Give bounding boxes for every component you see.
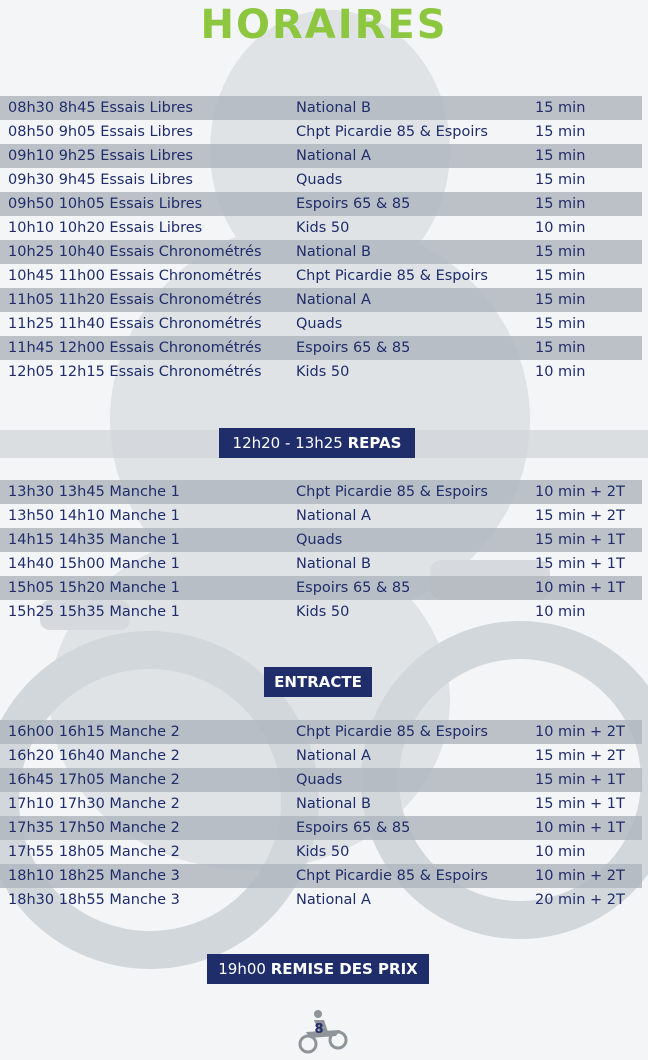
time-cell	[8, 360, 262, 384]
time-cell	[8, 480, 180, 504]
duration-cell: 10 min	[535, 604, 586, 620]
time-cell	[8, 792, 180, 816]
duration-cell: 10 min	[535, 844, 586, 860]
time-range: 11h45 12h00	[8, 340, 105, 356]
table-row	[0, 144, 642, 168]
lunch-banner	[219, 428, 415, 458]
event-name: Essais Chronométrés	[109, 268, 262, 284]
event-name: Manche 1	[109, 508, 180, 524]
time-range: 13h30 13h45	[8, 484, 105, 500]
table-row	[0, 192, 642, 216]
event-name: Essais Libres	[100, 172, 193, 188]
duration-cell: 15 min + 2T	[535, 748, 625, 764]
table-row	[0, 264, 642, 288]
table-row	[0, 288, 642, 312]
table-row	[0, 720, 642, 744]
duration-cell: 10 min + 1T	[535, 580, 625, 596]
duration-cell: 15 min + 1T	[535, 772, 625, 788]
category-cell: National A	[296, 748, 371, 764]
duration-cell: 20 min + 2T	[535, 892, 625, 908]
duration-cell: 10 min + 1T	[535, 820, 625, 836]
category-cell: Chpt Picardie 85 & Espoirs	[296, 268, 488, 284]
duration-cell: 15 min	[535, 100, 586, 116]
category-cell: National A	[296, 148, 371, 164]
table-row	[0, 312, 642, 336]
category-cell: Espoirs 65 & 85	[296, 196, 411, 212]
time-range: 16h00 16h15	[8, 724, 105, 740]
duration-cell: 10 min	[535, 364, 586, 380]
time-cell	[8, 576, 180, 600]
table-row	[0, 864, 642, 888]
table-row	[0, 168, 642, 192]
event-name: Manche 1	[109, 604, 180, 620]
duration-cell: 15 min	[535, 196, 586, 212]
intermission-label: ENTRACTE	[274, 673, 362, 691]
table-row	[0, 792, 642, 816]
schedule-table-race-1	[0, 480, 648, 624]
category-cell: Kids 50	[296, 220, 350, 236]
awards-banner	[207, 954, 429, 984]
time-cell	[8, 168, 193, 192]
time-range: 11h05 11h20	[8, 292, 105, 308]
duration-cell: 15 min + 2T	[535, 508, 625, 524]
category-cell: Quads	[296, 532, 343, 548]
time-range: 09h30 9h45	[8, 172, 96, 188]
lunch-label: REPAS	[347, 434, 402, 452]
event-name: Manche 3	[109, 868, 180, 884]
table-row	[0, 360, 642, 384]
event-name: Manche 1	[109, 580, 180, 596]
time-range: 18h10 18h25	[8, 868, 105, 884]
time-cell	[8, 552, 180, 576]
duration-cell: 15 min + 1T	[535, 556, 625, 572]
category-cell: Chpt Picardie 85 & Espoirs	[296, 484, 488, 500]
table-row	[0, 504, 642, 528]
event-name: Essais Libres	[109, 220, 203, 236]
time-range: 16h45 17h05	[8, 772, 105, 788]
time-range: 09h10 9h25	[8, 148, 96, 164]
table-row	[0, 576, 642, 600]
event-name: Essais Libres	[100, 124, 193, 140]
duration-cell: 15 min	[535, 292, 586, 308]
category-cell: Chpt Picardie 85 & Espoirs	[296, 124, 488, 140]
event-name: Manche 2	[109, 796, 180, 812]
table-row	[0, 888, 642, 912]
category-cell: Chpt Picardie 85 & Espoirs	[296, 724, 488, 740]
time-cell	[8, 768, 180, 792]
category-cell: Quads	[296, 772, 343, 788]
time-cell	[8, 840, 180, 864]
category-cell: National B	[296, 796, 371, 812]
duration-cell: 10 min + 2T	[535, 724, 625, 740]
time-range: 14h15 14h35	[8, 532, 105, 548]
time-cell	[8, 192, 202, 216]
time-cell	[8, 240, 262, 264]
time-range: 11h25 11h40	[8, 316, 105, 332]
time-cell	[8, 216, 202, 240]
event-name: Manche 1	[109, 532, 180, 548]
time-cell	[8, 144, 193, 168]
duration-cell: 15 min	[535, 244, 586, 260]
time-cell	[8, 120, 193, 144]
time-range: 15h05 15h20	[8, 580, 105, 596]
category-cell: Kids 50	[296, 844, 350, 860]
time-range: 09h50 10h05	[8, 196, 105, 212]
category-cell: National B	[296, 556, 371, 572]
time-range: 15h25 15h35	[8, 604, 105, 620]
duration-cell: 15 min + 1T	[535, 532, 625, 548]
time-range: 17h10 17h30	[8, 796, 105, 812]
event-name: Manche 3	[109, 892, 180, 908]
table-row	[0, 816, 642, 840]
event-name: Manche 2	[109, 844, 180, 860]
event-name: Essais Chronométrés	[109, 244, 262, 260]
time-cell	[8, 528, 180, 552]
event-name: Manche 1	[109, 556, 180, 572]
time-range: 08h30 8h45	[8, 100, 96, 116]
event-name: Manche 2	[109, 748, 180, 764]
duration-cell: 15 min	[535, 172, 586, 188]
time-cell	[8, 336, 262, 360]
time-range: 12h05 12h15	[8, 364, 105, 380]
duration-cell: 15 min + 1T	[535, 796, 625, 812]
table-row	[0, 480, 642, 504]
category-cell: Kids 50	[296, 604, 350, 620]
time-cell	[8, 96, 193, 120]
category-cell: Chpt Picardie 85 & Espoirs	[296, 868, 488, 884]
event-name: Essais Libres	[100, 148, 193, 164]
time-cell	[8, 864, 180, 888]
lunch-time: 12h20 - 13h25	[232, 434, 343, 452]
time-range: 13h50 14h10	[8, 508, 105, 524]
event-name: Essais Chronométrés	[109, 364, 262, 380]
table-row	[0, 840, 642, 864]
table-row	[0, 96, 642, 120]
page-number: 8	[314, 1022, 324, 1037]
time-range: 17h55 18h05	[8, 844, 105, 860]
duration-cell: 10 min + 2T	[535, 868, 625, 884]
table-row	[0, 336, 642, 360]
event-name: Essais Chronométrés	[109, 316, 262, 332]
time-cell	[8, 264, 262, 288]
time-cell	[8, 288, 262, 312]
table-row	[0, 600, 642, 624]
category-cell: National A	[296, 292, 371, 308]
category-cell: Quads	[296, 316, 343, 332]
schedule-table-practice	[0, 96, 648, 384]
event-name: Manche 2	[109, 772, 180, 788]
category-cell: National B	[296, 100, 371, 116]
duration-cell: 10 min + 2T	[535, 484, 625, 500]
category-cell: Espoirs 65 & 85	[296, 580, 411, 596]
table-row	[0, 216, 642, 240]
time-range: 10h10 10h20	[8, 220, 105, 236]
duration-cell: 10 min	[535, 220, 586, 236]
time-cell	[8, 720, 180, 744]
category-cell: National A	[296, 508, 371, 524]
table-row	[0, 768, 642, 792]
time-cell	[8, 744, 180, 768]
table-row	[0, 744, 642, 768]
awards-label: REMISE DES PRIX	[270, 960, 418, 978]
time-range: 08h50 9h05	[8, 124, 96, 140]
event-name: Manche 2	[109, 820, 180, 836]
time-cell	[8, 888, 180, 912]
event-name: Manche 2	[109, 724, 180, 740]
time-range: 16h20 16h40	[8, 748, 105, 764]
category-cell: National A	[296, 892, 371, 908]
event-name: Essais Chronométrés	[109, 292, 262, 308]
category-cell: Quads	[296, 172, 343, 188]
category-cell: Espoirs 65 & 85	[296, 820, 411, 836]
time-cell	[8, 600, 180, 624]
category-cell: Espoirs 65 & 85	[296, 340, 411, 356]
table-row	[0, 120, 642, 144]
duration-cell: 15 min	[535, 148, 586, 164]
time-range: 14h40 15h00	[8, 556, 105, 572]
time-range: 10h45 11h00	[8, 268, 105, 284]
duration-cell: 15 min	[535, 340, 586, 356]
time-range: 18h30 18h55	[8, 892, 105, 908]
category-cell: National B	[296, 244, 371, 260]
event-name: Essais Libres	[109, 196, 203, 212]
intermission-banner	[264, 667, 372, 697]
time-range: 10h25 10h40	[8, 244, 105, 260]
event-name: Manche 1	[109, 484, 180, 500]
awards-time: 19h00	[218, 960, 266, 978]
duration-cell: 15 min	[535, 316, 586, 332]
time-cell	[8, 312, 262, 336]
duration-cell: 15 min	[535, 124, 586, 140]
category-cell: Kids 50	[296, 364, 350, 380]
time-range: 17h35 17h50	[8, 820, 105, 836]
event-name: Essais Chronométrés	[109, 340, 262, 356]
page-title: HORAIRES	[200, 2, 448, 48]
table-row	[0, 552, 642, 576]
event-name: Essais Libres	[100, 100, 193, 116]
duration-cell: 15 min	[535, 268, 586, 284]
time-cell	[8, 504, 180, 528]
table-row	[0, 240, 642, 264]
table-row	[0, 528, 642, 552]
time-cell	[8, 816, 180, 840]
schedule-table-race-2-3	[0, 720, 648, 912]
